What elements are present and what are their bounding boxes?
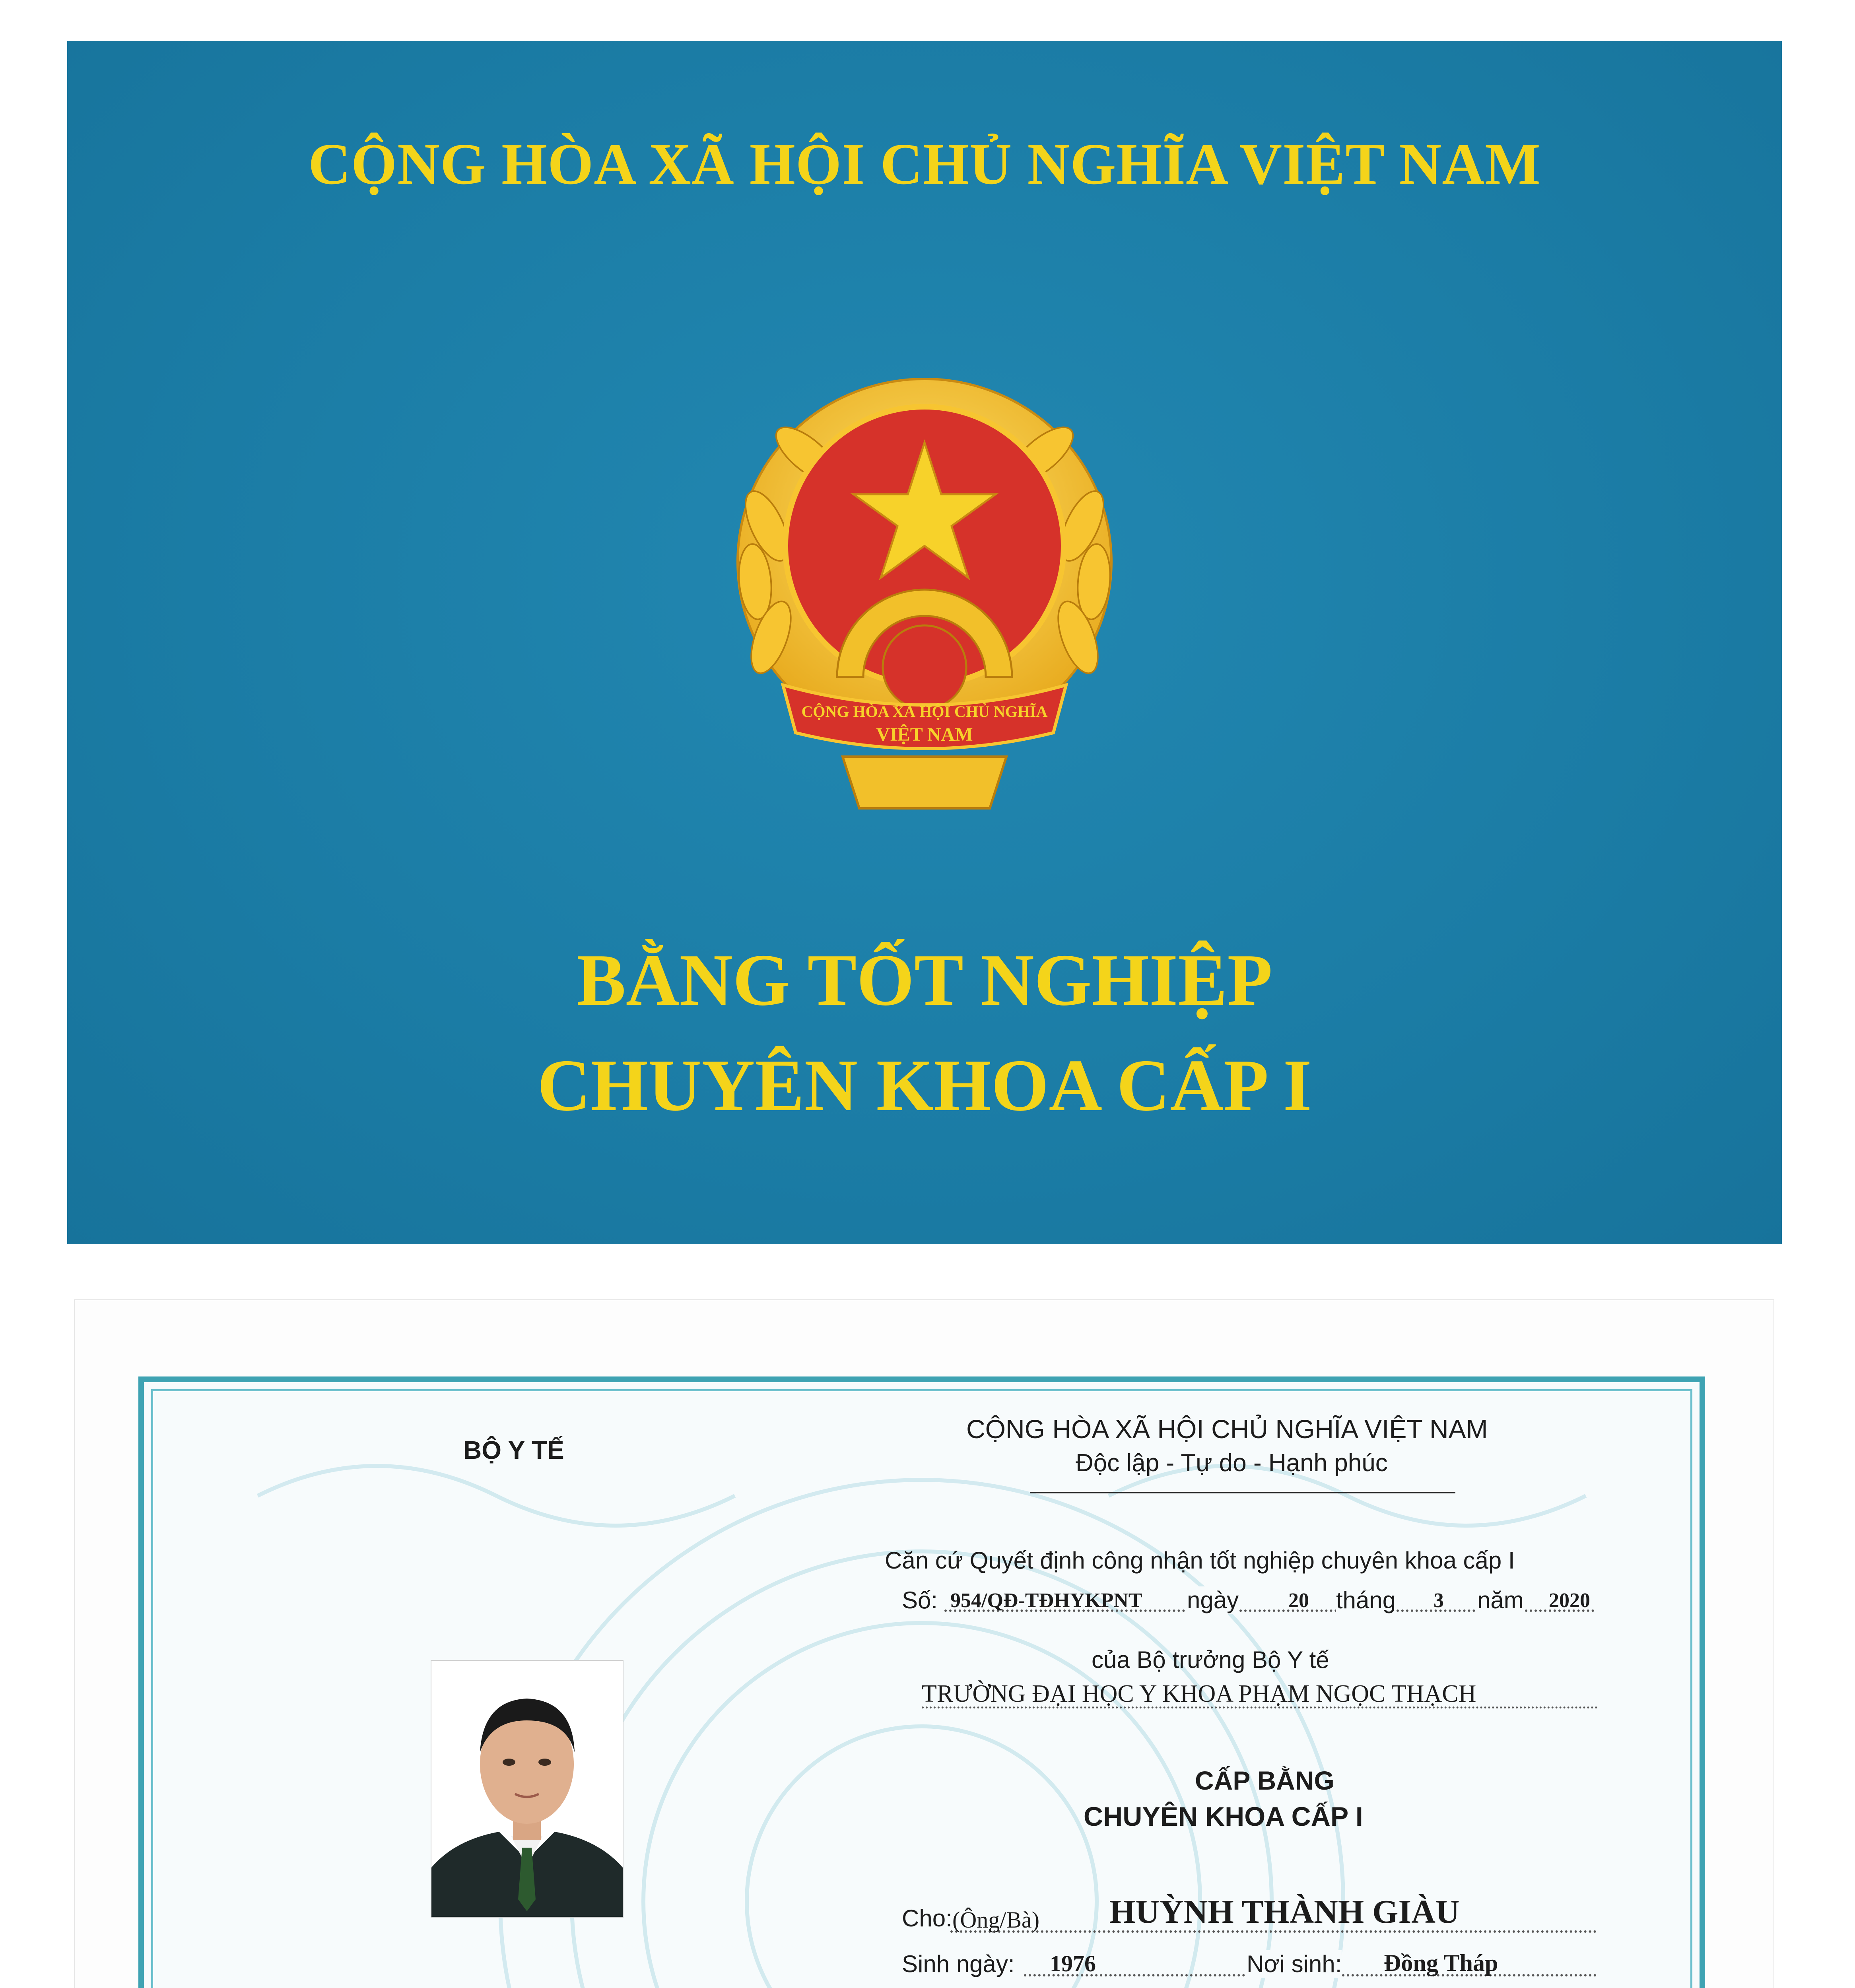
cover-country-heading: CỘNG HÒA XÃ HỘI CHỦ NGHĨA VIỆT NAM — [308, 132, 1541, 197]
decision-year: 2020 — [1549, 1589, 1590, 1612]
decision-authority: của Bộ trưởng Bộ Y tế — [1092, 1646, 1329, 1673]
decision-number-label: Số: — [902, 1587, 938, 1613]
decision-month: 3 — [1433, 1589, 1444, 1612]
decision-month-label: tháng — [1336, 1587, 1396, 1613]
birthplace: Đồng Tháp — [1384, 1950, 1498, 1976]
recipient-label: Cho: — [902, 1905, 952, 1932]
recipient-honorific: (Ông/Bà) — [952, 1907, 1040, 1933]
decision-year-label: năm — [1477, 1587, 1524, 1613]
cover-title-line1: BẰNG TỐT NGHIỆP — [576, 939, 1273, 1021]
university-underline — [922, 1706, 1598, 1708]
birth-year: 1976 — [1050, 1951, 1096, 1976]
birthplace-label: Nơi sinh: — [1247, 1951, 1342, 1977]
holder-photo — [431, 1660, 624, 1918]
holder-portrait-icon — [431, 1661, 623, 1917]
diploma-cover — [67, 41, 1782, 1244]
issuing-university: TRƯỜNG ĐẠI HỌC Y KHOA PHẠM NGỌC THẠCH — [922, 1680, 1476, 1707]
birth-label: Sinh ngày: — [902, 1951, 1015, 1977]
ministry-name: BỘ Y TẾ — [463, 1436, 564, 1464]
decision-basis: Căn cứ Quyết định công nhận tốt nghiệp chuyên khoa cấp I — [885, 1547, 1515, 1574]
motto-underline — [1030, 1492, 1455, 1493]
emblem-text-top: CỘNG HÒA XÃ HỘI CHỦ NGHĨA — [801, 703, 1048, 720]
recipient-name: HUỲNH THÀNH GIÀU — [1109, 1893, 1460, 1930]
decision-number: 954/QĐ-TĐHYKPNT — [950, 1589, 1142, 1612]
cover-title-line2: CHUYÊN KHOA CẤP I — [537, 1044, 1312, 1126]
national-emblem-icon — [723, 375, 1126, 812]
decision-day: 20 — [1288, 1589, 1309, 1612]
certificate-motto: Độc lập - Tự do - Hạnh phúc — [1076, 1449, 1388, 1477]
degree-heading: CHUYÊN KHOA CẤP I — [1084, 1802, 1363, 1832]
certificate-country: CỘNG HÒA XÃ HỘI CHỦ NGHĨA VIỆT NAM — [966, 1414, 1488, 1444]
grant-heading: CẤP BẰNG — [1195, 1766, 1334, 1795]
emblem-text-bottom: VIỆT NAM — [876, 724, 973, 745]
decision-day-label: ngày — [1187, 1587, 1239, 1613]
